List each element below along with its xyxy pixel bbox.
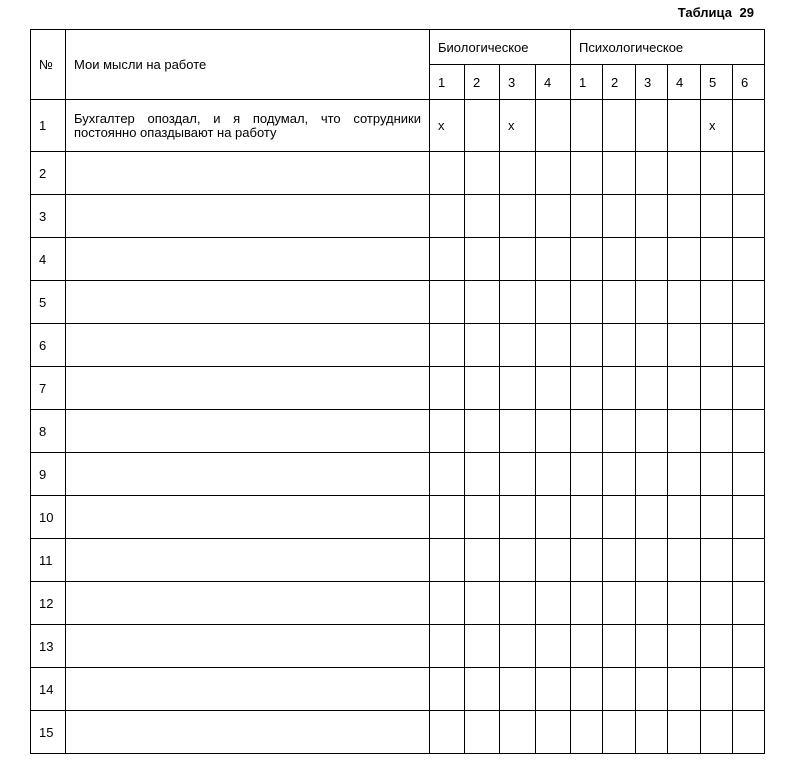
bio-mark-cell[interactable]	[430, 582, 465, 625]
bio-mark-cell[interactable]	[430, 711, 465, 754]
psy-mark-cell[interactable]	[603, 367, 636, 410]
row-number: 4	[31, 238, 66, 281]
row-number: 10	[31, 496, 66, 539]
bio-mark-cell[interactable]	[536, 582, 571, 625]
bio-mark-cell[interactable]	[536, 668, 571, 711]
row-number: 7	[31, 367, 66, 410]
psy-mark-cell[interactable]	[733, 410, 765, 453]
psy-mark-cell[interactable]	[668, 625, 701, 668]
thought-cell[interactable]	[66, 195, 430, 238]
bio-mark-cell[interactable]	[500, 453, 536, 496]
bio-mark-cell[interactable]	[500, 152, 536, 195]
bio-mark-cell[interactable]	[536, 496, 571, 539]
header-psy-col: 5	[701, 65, 733, 100]
thought-cell[interactable]	[66, 496, 430, 539]
thought-cell[interactable]	[66, 625, 430, 668]
table-row	[31, 625, 765, 668]
psy-mark-cell[interactable]	[571, 281, 603, 324]
thought-cell[interactable]	[66, 668, 430, 711]
row-number: 3	[31, 195, 66, 238]
psy-mark-cell[interactable]	[701, 711, 733, 754]
psy-mark-cell[interactable]	[701, 625, 733, 668]
header-num: №	[31, 30, 66, 100]
bio-mark-cell[interactable]: x	[430, 100, 465, 152]
psy-mark-cell[interactable]	[603, 453, 636, 496]
psy-mark-cell[interactable]	[636, 324, 668, 367]
bio-mark-cell[interactable]: x	[500, 100, 536, 152]
psy-mark-cell[interactable]	[733, 100, 765, 152]
psy-mark-cell[interactable]	[733, 582, 765, 625]
psy-mark-cell[interactable]	[571, 668, 603, 711]
row-number: 15	[31, 711, 66, 754]
psy-mark-cell[interactable]	[701, 281, 733, 324]
psy-mark-cell[interactable]	[571, 711, 603, 754]
thought-cell[interactable]	[66, 582, 430, 625]
bio-mark-cell[interactable]	[465, 324, 500, 367]
psy-mark-cell[interactable]	[733, 453, 765, 496]
psy-mark-cell[interactable]	[636, 410, 668, 453]
bio-mark-cell[interactable]	[430, 668, 465, 711]
psy-mark-cell[interactable]	[701, 324, 733, 367]
bio-mark-cell[interactable]	[465, 367, 500, 410]
table-row	[31, 281, 765, 324]
bio-mark-cell[interactable]	[430, 281, 465, 324]
table-row	[31, 711, 765, 754]
row-number: 1	[31, 100, 66, 152]
bio-mark-cell[interactable]	[465, 100, 500, 152]
table-row	[31, 453, 765, 496]
psy-mark-cell[interactable]	[571, 539, 603, 582]
thought-cell[interactable]	[66, 367, 430, 410]
psy-mark-cell[interactable]	[603, 100, 636, 152]
bio-mark-cell[interactable]	[536, 324, 571, 367]
psy-mark-cell[interactable]	[668, 367, 701, 410]
psy-mark-cell[interactable]	[701, 367, 733, 410]
header-bio-col: 1	[430, 65, 465, 100]
psy-mark-cell[interactable]	[603, 152, 636, 195]
psy-mark-cell[interactable]	[701, 453, 733, 496]
psy-mark-cell[interactable]	[636, 281, 668, 324]
table-row	[31, 582, 765, 625]
psy-mark-cell[interactable]	[733, 238, 765, 281]
psy-mark-cell[interactable]	[603, 711, 636, 754]
bio-mark-cell[interactable]	[465, 238, 500, 281]
psy-mark-cell[interactable]	[571, 453, 603, 496]
bio-mark-cell[interactable]	[536, 281, 571, 324]
bio-mark-cell[interactable]	[465, 195, 500, 238]
bio-mark-cell[interactable]	[465, 281, 500, 324]
bio-mark-cell[interactable]	[465, 582, 500, 625]
row-number: 8	[31, 410, 66, 453]
bio-mark-cell[interactable]	[536, 152, 571, 195]
psy-mark-cell[interactable]	[603, 625, 636, 668]
bio-mark-cell[interactable]	[536, 238, 571, 281]
thought-cell[interactable]	[66, 711, 430, 754]
psy-mark-cell[interactable]	[603, 324, 636, 367]
psy-mark-cell[interactable]	[603, 238, 636, 281]
bio-mark-cell[interactable]	[430, 410, 465, 453]
bio-mark-cell[interactable]	[536, 625, 571, 668]
bio-mark-cell[interactable]	[500, 539, 536, 582]
header-bio-group: Биологическое	[430, 30, 571, 65]
bio-mark-cell[interactable]	[500, 195, 536, 238]
bio-mark-cell[interactable]	[500, 668, 536, 711]
psy-mark-cell[interactable]	[701, 668, 733, 711]
bio-mark-cell[interactable]	[430, 367, 465, 410]
psy-mark-cell[interactable]	[733, 367, 765, 410]
row-number: 13	[31, 625, 66, 668]
psy-mark-cell[interactable]	[571, 496, 603, 539]
psy-mark-cell[interactable]	[701, 582, 733, 625]
psy-mark-cell[interactable]	[571, 238, 603, 281]
psy-mark-cell[interactable]	[636, 100, 668, 152]
bio-mark-cell[interactable]	[430, 152, 465, 195]
bio-mark-cell[interactable]	[500, 281, 536, 324]
bio-mark-cell[interactable]	[536, 100, 571, 152]
psy-mark-cell[interactable]	[571, 410, 603, 453]
psy-mark-cell[interactable]	[701, 539, 733, 582]
row-number: 14	[31, 668, 66, 711]
bio-mark-cell[interactable]	[430, 625, 465, 668]
psy-mark-cell[interactable]	[701, 410, 733, 453]
bio-mark-cell[interactable]	[430, 539, 465, 582]
table-row	[31, 100, 765, 152]
bio-mark-cell[interactable]	[465, 453, 500, 496]
header-thoughts: Мои мысли на работе	[66, 30, 430, 100]
psy-mark-cell[interactable]	[603, 195, 636, 238]
row-number: 12	[31, 582, 66, 625]
psy-mark-cell[interactable]	[668, 582, 701, 625]
bio-mark-cell[interactable]	[500, 496, 536, 539]
psy-mark-cell[interactable]	[668, 324, 701, 367]
thought-cell[interactable]	[66, 238, 430, 281]
thought-cell[interactable]	[66, 539, 430, 582]
psy-mark-cell[interactable]	[636, 625, 668, 668]
bio-mark-cell[interactable]	[500, 625, 536, 668]
psy-mark-cell[interactable]	[733, 324, 765, 367]
bio-mark-cell[interactable]	[430, 324, 465, 367]
header-psy-group: Психологическое	[571, 30, 765, 65]
psy-mark-cell[interactable]	[668, 281, 701, 324]
psy-mark-cell[interactable]	[571, 100, 603, 152]
bio-mark-cell[interactable]	[536, 711, 571, 754]
psy-mark-cell[interactable]	[733, 496, 765, 539]
psy-mark-cell[interactable]	[668, 539, 701, 582]
psy-mark-cell[interactable]	[603, 410, 636, 453]
psy-mark-cell[interactable]	[636, 453, 668, 496]
psy-mark-cell[interactable]	[733, 668, 765, 711]
table-row	[31, 496, 765, 539]
psy-mark-cell[interactable]	[701, 152, 733, 195]
table-row	[31, 195, 765, 238]
bio-mark-cell[interactable]	[465, 539, 500, 582]
bio-mark-cell[interactable]	[465, 711, 500, 754]
bio-mark-cell[interactable]	[500, 324, 536, 367]
row-number: 9	[31, 453, 66, 496]
psy-mark-cell[interactable]	[636, 711, 668, 754]
bio-mark-cell[interactable]	[465, 152, 500, 195]
psy-mark-cell[interactable]	[636, 195, 668, 238]
psy-mark-cell[interactable]	[668, 668, 701, 711]
psy-mark-cell[interactable]	[733, 281, 765, 324]
psy-mark-cell[interactable]	[636, 582, 668, 625]
table-row	[31, 238, 765, 281]
bio-mark-cell[interactable]	[430, 496, 465, 539]
bio-mark-cell[interactable]	[500, 367, 536, 410]
psy-mark-cell[interactable]	[733, 195, 765, 238]
bio-mark-cell[interactable]	[500, 711, 536, 754]
psy-mark-cell[interactable]	[668, 711, 701, 754]
header-bio-col: 2	[465, 65, 500, 100]
header-psy-col: 3	[636, 65, 668, 100]
table-row	[31, 410, 765, 453]
thought-cell[interactable]	[66, 324, 430, 367]
psy-mark-cell[interactable]	[733, 625, 765, 668]
psy-mark-cell[interactable]	[668, 152, 701, 195]
thought-cell[interactable]	[66, 453, 430, 496]
thought-cell[interactable]	[66, 100, 430, 152]
thought-cell[interactable]	[66, 410, 430, 453]
psy-mark-cell[interactable]	[733, 152, 765, 195]
psy-mark-cell[interactable]	[701, 195, 733, 238]
row-number: 2	[31, 152, 66, 195]
bio-mark-cell[interactable]	[536, 367, 571, 410]
bio-mark-cell[interactable]	[500, 238, 536, 281]
bio-mark-cell[interactable]	[430, 453, 465, 496]
bio-mark-cell[interactable]	[465, 496, 500, 539]
psy-mark-cell[interactable]	[733, 711, 765, 754]
bio-mark-cell[interactable]	[536, 539, 571, 582]
thought-cell[interactable]	[66, 281, 430, 324]
psy-mark-cell[interactable]	[603, 582, 636, 625]
bio-mark-cell[interactable]	[500, 582, 536, 625]
psy-mark-cell[interactable]	[636, 367, 668, 410]
psy-mark-cell[interactable]	[668, 496, 701, 539]
psy-mark-cell[interactable]	[636, 539, 668, 582]
bio-mark-cell[interactable]	[465, 625, 500, 668]
table-row	[31, 152, 765, 195]
bio-mark-cell[interactable]	[500, 410, 536, 453]
psy-mark-cell[interactable]	[603, 539, 636, 582]
row-number: 6	[31, 324, 66, 367]
table-row	[31, 324, 765, 367]
psy-mark-cell[interactable]	[701, 496, 733, 539]
header-psy-col: 1	[571, 65, 603, 100]
header-bio-col: 4	[536, 65, 571, 100]
header-psy-col: 4	[668, 65, 701, 100]
thought-cell[interactable]	[66, 152, 430, 195]
bio-mark-cell[interactable]	[430, 195, 465, 238]
thoughts-table	[30, 29, 765, 754]
psy-mark-cell[interactable]	[603, 281, 636, 324]
bio-mark-cell[interactable]	[536, 453, 571, 496]
psy-mark-cell[interactable]	[603, 496, 636, 539]
bio-mark-cell[interactable]	[536, 410, 571, 453]
bio-mark-cell[interactable]	[430, 238, 465, 281]
row-number: 5	[31, 281, 66, 324]
psy-mark-cell[interactable]	[636, 496, 668, 539]
table-row	[31, 539, 765, 582]
psy-mark-cell[interactable]	[571, 625, 603, 668]
psy-mark-cell[interactable]	[571, 324, 603, 367]
thought-text: Бухгалтер опоздал, и я подумал, что сотрудники постоянно опаздывают на работу	[74, 110, 421, 140]
psy-mark-cell[interactable]	[571, 152, 603, 195]
psy-mark-cell[interactable]	[636, 668, 668, 711]
psy-mark-cell[interactable]	[571, 195, 603, 238]
header-psy-col: 2	[603, 65, 636, 100]
psy-mark-cell[interactable]: x	[701, 100, 733, 152]
table-row	[31, 668, 765, 711]
psy-mark-cell[interactable]	[636, 238, 668, 281]
psy-mark-cell[interactable]	[668, 410, 701, 453]
psy-mark-cell[interactable]	[636, 152, 668, 195]
bio-mark-cell[interactable]	[536, 195, 571, 238]
bio-mark-cell[interactable]	[465, 410, 500, 453]
psy-mark-cell[interactable]	[733, 539, 765, 582]
psy-mark-cell[interactable]	[668, 453, 701, 496]
header-bio-col: 3	[500, 65, 536, 100]
header-psy-col: 6	[733, 65, 765, 100]
psy-mark-cell[interactable]	[571, 367, 603, 410]
psy-mark-cell[interactable]	[701, 238, 733, 281]
psy-mark-cell[interactable]	[668, 238, 701, 281]
psy-mark-cell[interactable]	[668, 195, 701, 238]
psy-mark-cell[interactable]	[603, 668, 636, 711]
psy-mark-cell[interactable]	[668, 100, 701, 152]
table-row	[31, 367, 765, 410]
bio-mark-cell[interactable]	[465, 668, 500, 711]
row-number: 11	[31, 539, 66, 582]
psy-mark-cell[interactable]	[571, 582, 603, 625]
table-caption: Таблица 29	[677, 5, 754, 20]
